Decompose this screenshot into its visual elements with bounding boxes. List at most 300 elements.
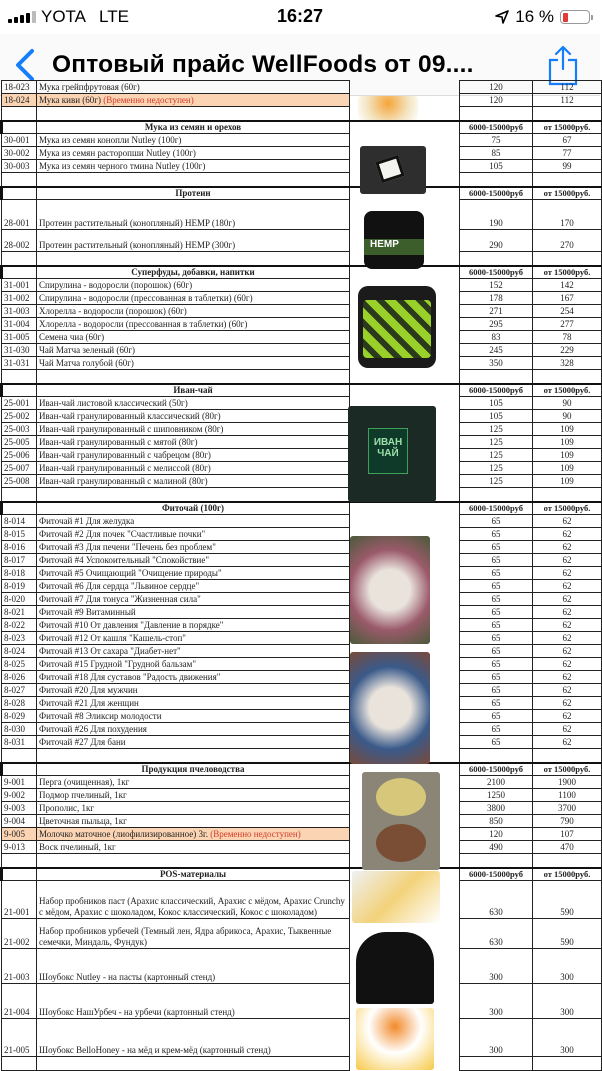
product-code[interactable]: 25-003 <box>2 423 37 436</box>
product-code[interactable]: 8-021 <box>2 606 37 619</box>
product-code[interactable]: 21-005 <box>2 1019 37 1057</box>
price-15000-plus[interactable]: 109 <box>533 449 602 462</box>
price-header-15000-plus[interactable]: от 15000руб. <box>533 266 602 279</box>
price-6000-15000[interactable]: 65 <box>460 736 533 749</box>
price-6000-15000[interactable]: 65 <box>460 593 533 606</box>
table-row <box>2 736 602 749</box>
product-name-text: Чай Матча зеленый (60г) <box>39 345 136 355</box>
empty-cell[interactable] <box>2 370 37 384</box>
empty-cell[interactable] <box>37 173 350 187</box>
price-15000-plus[interactable]: 112 <box>533 94 602 107</box>
table-row <box>2 397 602 410</box>
product-code[interactable]: 8-022 <box>2 619 37 632</box>
price-6000-15000[interactable]: 120 <box>460 828 533 841</box>
empty-cell[interactable] <box>2 121 37 134</box>
product-name[interactable] <box>37 541 350 554</box>
table-row <box>2 81 602 94</box>
price-6000-15000[interactable]: 490 <box>460 841 533 854</box>
product-code[interactable]: 31-005 <box>2 331 37 344</box>
price-header-15000-plus[interactable]: от 15000руб. <box>533 763 602 776</box>
product-name[interactable] <box>37 94 350 107</box>
product-code[interactable]: 21-001 <box>2 881 37 919</box>
price-15000-plus[interactable]: 62 <box>533 593 602 606</box>
section-title[interactable]: Иван-чай <box>37 384 350 397</box>
price-15000-plus[interactable]: 300 <box>533 1019 602 1057</box>
price-15000-plus[interactable]: 109 <box>533 462 602 475</box>
empty-cell[interactable] <box>350 370 460 384</box>
price-6000-15000[interactable]: 245 <box>460 344 533 357</box>
product-code[interactable]: 31-002 <box>2 292 37 305</box>
price-15000-plus[interactable]: 590 <box>533 881 602 919</box>
section-title[interactable]: Фиточай (100г) <box>37 502 350 515</box>
product-name[interactable] <box>37 684 350 697</box>
product-name-text: Фиточай #21 Для женщин <box>39 698 139 708</box>
product-image-pos-urbech-set <box>356 932 434 1004</box>
price-6000-15000[interactable]: 300 <box>460 1019 533 1057</box>
table-row <box>2 789 602 802</box>
empty-cell[interactable] <box>460 173 533 187</box>
price-6000-15000[interactable]: 75 <box>460 134 533 147</box>
product-code[interactable]: 25-001 <box>2 397 37 410</box>
product-name[interactable] <box>37 230 350 252</box>
price-15000-plus[interactable]: 270 <box>533 230 602 252</box>
product-code[interactable]: 31-004 <box>2 318 37 331</box>
empty-cell[interactable] <box>533 252 602 266</box>
price-6000-15000[interactable]: 3800 <box>460 802 533 815</box>
empty-cell[interactable] <box>2 763 37 776</box>
price-6000-15000[interactable]: 65 <box>460 515 533 528</box>
product-name[interactable] <box>37 449 350 462</box>
empty-cell[interactable] <box>2 1057 37 1071</box>
product-name-text: Фиточай #8 Эликсир молодости <box>39 711 162 721</box>
product-code[interactable]: 8-029 <box>2 710 37 723</box>
chevron-left-icon[interactable] <box>12 48 38 82</box>
price-15000-plus[interactable]: 142 <box>533 279 602 292</box>
empty-cell[interactable] <box>2 488 37 502</box>
price-6000-15000[interactable]: 125 <box>460 475 533 488</box>
product-name-text: Мука грейпфрутовая (60г) <box>39 82 140 92</box>
price-15000-plus[interactable]: 90 <box>533 410 602 423</box>
product-code[interactable]: 18-024 <box>2 94 37 107</box>
price-6000-15000[interactable]: 300 <box>460 984 533 1019</box>
product-name[interactable] <box>37 697 350 710</box>
price-header-6000-15000[interactable]: 6000-15000руб <box>460 763 533 776</box>
price-15000-plus[interactable]: 112 <box>533 81 602 94</box>
price-6000-15000[interactable]: 125 <box>460 423 533 436</box>
product-image-herbal-tea-1 <box>350 536 430 644</box>
product-name-text: Фиточай #9 Витаминный <box>39 607 136 617</box>
empty-cell[interactable] <box>2 868 37 881</box>
price-6000-15000[interactable]: 1250 <box>460 789 533 802</box>
product-name[interactable] <box>37 658 350 671</box>
section-title[interactable]: POS-материалы <box>37 868 350 881</box>
product-code[interactable]: 9-004 <box>2 815 37 828</box>
product-code[interactable]: 8-017 <box>2 554 37 567</box>
price-header-15000-plus[interactable]: от 15000руб. <box>533 187 602 200</box>
product-name[interactable] <box>37 436 350 449</box>
product-name[interactable] <box>37 645 350 658</box>
product-name[interactable] <box>37 671 350 684</box>
price-6000-15000[interactable]: 65 <box>460 645 533 658</box>
product-code[interactable]: 9-001 <box>2 776 37 789</box>
price-header-6000-15000[interactable]: 6000-15000руб <box>460 502 533 515</box>
product-code[interactable]: 21-003 <box>2 949 37 984</box>
price-15000-plus[interactable]: 99 <box>533 160 602 173</box>
price-15000-plus[interactable]: 62 <box>533 619 602 632</box>
product-name[interactable] <box>37 736 350 749</box>
price-6000-15000[interactable]: 65 <box>460 658 533 671</box>
table-row <box>2 357 602 370</box>
product-code[interactable]: 18-023 <box>2 81 37 94</box>
price-6000-15000[interactable]: 65 <box>460 528 533 541</box>
product-name[interactable] <box>37 593 350 606</box>
price-sheet[interactable] <box>0 82 600 1066</box>
product-name[interactable] <box>37 881 350 919</box>
price-6000-15000[interactable]: 65 <box>460 580 533 593</box>
price-6000-15000[interactable]: 65 <box>460 606 533 619</box>
price-15000-plus[interactable]: 254 <box>533 305 602 318</box>
price-header-15000-plus[interactable]: от 15000руб. <box>533 121 602 134</box>
price-15000-plus[interactable]: 62 <box>533 541 602 554</box>
product-code[interactable]: 21-004 <box>2 984 37 1019</box>
price-15000-plus[interactable]: 328 <box>533 357 602 370</box>
product-name[interactable] <box>37 292 350 305</box>
product-name[interactable] <box>37 331 350 344</box>
product-name[interactable] <box>37 802 350 815</box>
price-15000-plus[interactable]: 62 <box>533 658 602 671</box>
price-15000-plus[interactable]: 62 <box>533 554 602 567</box>
price-6000-15000[interactable]: 105 <box>460 410 533 423</box>
price-15000-plus[interactable]: 470 <box>533 841 602 854</box>
section-title[interactable]: Продукция пчеловодства <box>37 763 350 776</box>
product-code[interactable]: 8-024 <box>2 645 37 658</box>
product-name[interactable] <box>37 776 350 789</box>
price-header-6000-15000[interactable]: 6000-15000руб <box>460 121 533 134</box>
price-15000-plus[interactable]: 790 <box>533 815 602 828</box>
table-row <box>2 710 602 723</box>
table-row <box>2 436 602 449</box>
product-image-spirulina <box>358 286 436 368</box>
product-code[interactable]: 8-027 <box>2 684 37 697</box>
price-15000-plus[interactable]: 109 <box>533 423 602 436</box>
price-15000-plus[interactable]: 62 <box>533 671 602 684</box>
price-15000-plus[interactable]: 62 <box>533 567 602 580</box>
product-name[interactable] <box>37 200 350 230</box>
product-name[interactable] <box>37 528 350 541</box>
product-name-text: Иван-чай гранулированный с малиной (80г) <box>39 476 208 486</box>
empty-cell[interactable] <box>2 252 37 266</box>
product-code[interactable]: 8-026 <box>2 671 37 684</box>
product-code[interactable]: 8-025 <box>2 658 37 671</box>
product-name[interactable] <box>37 841 350 854</box>
price-6000-15000[interactable]: 65 <box>460 541 533 554</box>
product-code[interactable]: 28-001 <box>2 200 37 230</box>
product-code[interactable]: 8-015 <box>2 528 37 541</box>
product-name[interactable] <box>37 723 350 736</box>
product-name[interactable] <box>37 410 350 423</box>
empty-cell[interactable] <box>2 384 37 397</box>
product-code[interactable]: 8-020 <box>2 593 37 606</box>
product-image-ivan-chai: ИВАН ЧАЙ <box>348 406 436 502</box>
product-code[interactable]: 31-030 <box>2 344 37 357</box>
table-row <box>2 292 602 305</box>
product-name[interactable] <box>37 1019 350 1057</box>
price-6000-15000[interactable]: 85 <box>460 147 533 160</box>
empty-cell[interactable] <box>460 107 533 121</box>
product-code[interactable]: 8-019 <box>2 580 37 593</box>
price-header-6000-15000[interactable]: 6000-15000руб <box>460 266 533 279</box>
table-row <box>2 684 602 697</box>
empty-cell[interactable] <box>533 1057 602 1071</box>
price-6000-15000[interactable]: 65 <box>460 567 533 580</box>
empty-cell[interactable] <box>460 370 533 384</box>
price-15000-plus[interactable]: 62 <box>533 580 602 593</box>
product-code[interactable]: 9-002 <box>2 789 37 802</box>
price-6000-15000[interactable]: 630 <box>460 881 533 919</box>
price-6000-15000[interactable]: 350 <box>460 357 533 370</box>
product-name-text: Фиточай #4 Успокоительный "Спокойствие" <box>39 555 210 565</box>
price-6000-15000[interactable]: 2100 <box>460 776 533 789</box>
product-image-bee-products <box>362 772 440 870</box>
price-15000-plus[interactable]: 107 <box>533 828 602 841</box>
empty-cell[interactable] <box>37 488 350 502</box>
product-name[interactable] <box>37 919 350 949</box>
price-header-6000-15000[interactable]: 6000-15000руб <box>460 384 533 397</box>
price-15000-plus[interactable]: 109 <box>533 436 602 449</box>
price-15000-plus[interactable]: 167 <box>533 292 602 305</box>
product-name[interactable] <box>37 357 350 370</box>
price-header-6000-15000[interactable]: 6000-15000руб <box>460 868 533 881</box>
spacer-row <box>2 749 602 763</box>
price-15000-plus[interactable]: 62 <box>533 697 602 710</box>
product-name[interactable] <box>37 949 350 984</box>
product-code[interactable]: 9-003 <box>2 802 37 815</box>
product-code[interactable]: 28-002 <box>2 230 37 252</box>
product-code[interactable]: 8-018 <box>2 567 37 580</box>
price-6000-15000[interactable]: 105 <box>460 397 533 410</box>
section-header <box>2 187 602 200</box>
product-name[interactable] <box>37 984 350 1019</box>
empty-cell[interactable] <box>37 370 350 384</box>
product-name[interactable] <box>37 619 350 632</box>
product-code[interactable]: 31-001 <box>2 279 37 292</box>
product-name[interactable] <box>37 632 350 645</box>
product-name[interactable] <box>37 160 350 173</box>
section-title[interactable]: Суперфуды, добавки, напитки <box>37 266 350 279</box>
product-code[interactable]: 9-013 <box>2 841 37 854</box>
empty-cell[interactable] <box>533 854 602 868</box>
product-name[interactable] <box>37 515 350 528</box>
price-header-15000-plus[interactable]: от 15000руб. <box>533 502 602 515</box>
section-title[interactable]: Мука из семян и орехов <box>37 121 350 134</box>
price-6000-15000[interactable]: 65 <box>460 697 533 710</box>
price-6000-15000[interactable]: 125 <box>460 462 533 475</box>
empty-cell[interactable] <box>460 854 533 868</box>
table-row <box>2 671 602 684</box>
price-6000-15000[interactable]: 290 <box>460 230 533 252</box>
product-name[interactable] <box>37 815 350 828</box>
price-15000-plus[interactable]: 229 <box>533 344 602 357</box>
product-name[interactable] <box>37 344 350 357</box>
price-6000-15000[interactable]: 65 <box>460 671 533 684</box>
product-name[interactable] <box>37 567 350 580</box>
price-header-15000-plus[interactable]: от 15000руб. <box>533 384 602 397</box>
price-15000-plus[interactable]: 62 <box>533 645 602 658</box>
empty-cell[interactable] <box>37 252 350 266</box>
image-cell <box>350 502 460 515</box>
price-15000-plus[interactable]: 62 <box>533 515 602 528</box>
product-code[interactable]: 30-003 <box>2 160 37 173</box>
price-15000-plus[interactable]: 62 <box>533 606 602 619</box>
product-name[interactable] <box>37 475 350 488</box>
empty-cell[interactable] <box>37 854 350 868</box>
price-15000-plus[interactable]: 62 <box>533 736 602 749</box>
product-code[interactable]: 25-002 <box>2 410 37 423</box>
product-name[interactable] <box>37 279 350 292</box>
price-15000-plus[interactable]: 300 <box>533 984 602 1019</box>
price-6000-15000[interactable]: 300 <box>460 949 533 984</box>
product-code[interactable]: 8-028 <box>2 697 37 710</box>
price-15000-plus[interactable]: 3700 <box>533 802 602 815</box>
price-6000-15000[interactable]: 65 <box>460 710 533 723</box>
price-6000-15000[interactable]: 125 <box>460 449 533 462</box>
price-6000-15000[interactable]: 105 <box>460 160 533 173</box>
product-code[interactable]: 8-031 <box>2 736 37 749</box>
product-name-text: Фиточай #15 Грудной "Грудной бальзам" <box>39 659 197 669</box>
product-code[interactable]: 30-001 <box>2 134 37 147</box>
product-name[interactable] <box>37 580 350 593</box>
price-6000-15000[interactable]: 125 <box>460 436 533 449</box>
product-name-text: Фиточай #10 От давления "Давление в порядке" <box>39 620 224 630</box>
empty-cell[interactable] <box>2 187 37 200</box>
price-15000-plus[interactable]: 90 <box>533 397 602 410</box>
product-name[interactable] <box>37 828 350 841</box>
price-15000-plus[interactable]: 62 <box>533 710 602 723</box>
product-code[interactable]: 30-002 <box>2 147 37 160</box>
price-15000-plus[interactable]: 78 <box>533 331 602 344</box>
product-name[interactable] <box>37 81 350 94</box>
product-name[interactable] <box>37 305 350 318</box>
empty-cell[interactable] <box>460 749 533 763</box>
product-code[interactable]: 31-003 <box>2 305 37 318</box>
price-6000-15000[interactable]: 271 <box>460 305 533 318</box>
section-header <box>2 266 602 279</box>
section-header <box>2 763 602 776</box>
price-6000-15000[interactable]: 120 <box>460 94 533 107</box>
product-name[interactable] <box>37 147 350 160</box>
price-15000-plus[interactable]: 1900 <box>533 776 602 789</box>
product-name-text: Фиточай #6 Для сердца "Львиное сердце" <box>39 581 200 591</box>
price-15000-plus[interactable]: 170 <box>533 200 602 230</box>
product-code[interactable]: 25-005 <box>2 436 37 449</box>
price-15000-plus[interactable]: 590 <box>533 919 602 949</box>
empty-cell[interactable] <box>2 502 37 515</box>
table-row <box>2 881 602 919</box>
empty-cell[interactable] <box>533 488 602 502</box>
price-15000-plus[interactable]: 77 <box>533 147 602 160</box>
empty-cell[interactable] <box>2 173 37 187</box>
price-6000-15000[interactable]: 83 <box>460 331 533 344</box>
price-15000-plus[interactable]: 1100 <box>533 789 602 802</box>
price-6000-15000[interactable]: 120 <box>460 81 533 94</box>
product-name-text: Мука из семян расторопши Nutley (100г) <box>39 148 196 158</box>
product-code[interactable]: 21-002 <box>2 919 37 949</box>
product-name[interactable] <box>37 554 350 567</box>
empty-cell[interactable] <box>460 488 533 502</box>
empty-cell[interactable] <box>533 107 602 121</box>
empty-cell[interactable] <box>460 252 533 266</box>
product-code[interactable]: 8-023 <box>2 632 37 645</box>
price-6000-15000[interactable]: 295 <box>460 318 533 331</box>
price-6000-15000[interactable]: 850 <box>460 815 533 828</box>
table-row <box>2 318 602 331</box>
product-name[interactable] <box>37 397 350 410</box>
price-15000-plus[interactable]: 109 <box>533 475 602 488</box>
price-header-15000-plus[interactable]: от 15000руб. <box>533 868 602 881</box>
price-6000-15000[interactable]: 190 <box>460 200 533 230</box>
product-code[interactable]: 8-014 <box>2 515 37 528</box>
section-title[interactable]: Протеин <box>37 187 350 200</box>
product-code[interactable]: 25-007 <box>2 462 37 475</box>
product-name[interactable] <box>37 318 350 331</box>
price-15000-plus[interactable]: 62 <box>533 632 602 645</box>
empty-cell[interactable] <box>37 107 350 121</box>
price-header-6000-15000[interactable]: 6000-15000руб <box>460 187 533 200</box>
empty-cell[interactable] <box>533 370 602 384</box>
product-name[interactable] <box>37 789 350 802</box>
product-code[interactable]: 25-006 <box>2 449 37 462</box>
product-name[interactable] <box>37 423 350 436</box>
price-15000-plus[interactable]: 277 <box>533 318 602 331</box>
empty-cell[interactable] <box>533 749 602 763</box>
product-code[interactable]: 25-008 <box>2 475 37 488</box>
price-6000-15000[interactable]: 630 <box>460 919 533 949</box>
price-6000-15000[interactable]: 65 <box>460 632 533 645</box>
price-6000-15000[interactable]: 65 <box>460 723 533 736</box>
empty-cell[interactable] <box>2 266 37 279</box>
product-name-text: Прополис, 1кг <box>39 803 95 813</box>
price-15000-plus[interactable]: 62 <box>533 528 602 541</box>
price-6000-15000[interactable]: 65 <box>460 684 533 697</box>
empty-cell[interactable] <box>2 749 37 763</box>
empty-cell[interactable] <box>533 173 602 187</box>
product-code[interactable]: 9-005 <box>2 828 37 841</box>
price-15000-plus[interactable]: 62 <box>533 684 602 697</box>
table-row <box>2 815 602 828</box>
product-name[interactable] <box>37 462 350 475</box>
product-code[interactable]: 8-016 <box>2 541 37 554</box>
empty-cell[interactable] <box>37 1057 350 1071</box>
product-name[interactable] <box>37 606 350 619</box>
empty-cell[interactable] <box>2 854 37 868</box>
product-name[interactable] <box>37 710 350 723</box>
price-6000-15000[interactable]: 65 <box>460 554 533 567</box>
price-6000-15000[interactable]: 152 <box>460 279 533 292</box>
price-15000-plus[interactable]: 62 <box>533 723 602 736</box>
empty-cell[interactable] <box>37 749 350 763</box>
empty-cell[interactable] <box>2 107 37 121</box>
price-6000-15000[interactable]: 178 <box>460 292 533 305</box>
product-name-text: Чай Матча голубой (60г) <box>39 358 134 368</box>
product-code[interactable]: 31-031 <box>2 357 37 370</box>
empty-cell[interactable] <box>460 1057 533 1071</box>
price-15000-plus[interactable]: 300 <box>533 949 602 984</box>
price-15000-plus[interactable]: 67 <box>533 134 602 147</box>
network-type: LTE <box>99 7 129 26</box>
product-name[interactable] <box>37 134 350 147</box>
price-6000-15000[interactable]: 65 <box>460 619 533 632</box>
product-code[interactable]: 8-030 <box>2 723 37 736</box>
